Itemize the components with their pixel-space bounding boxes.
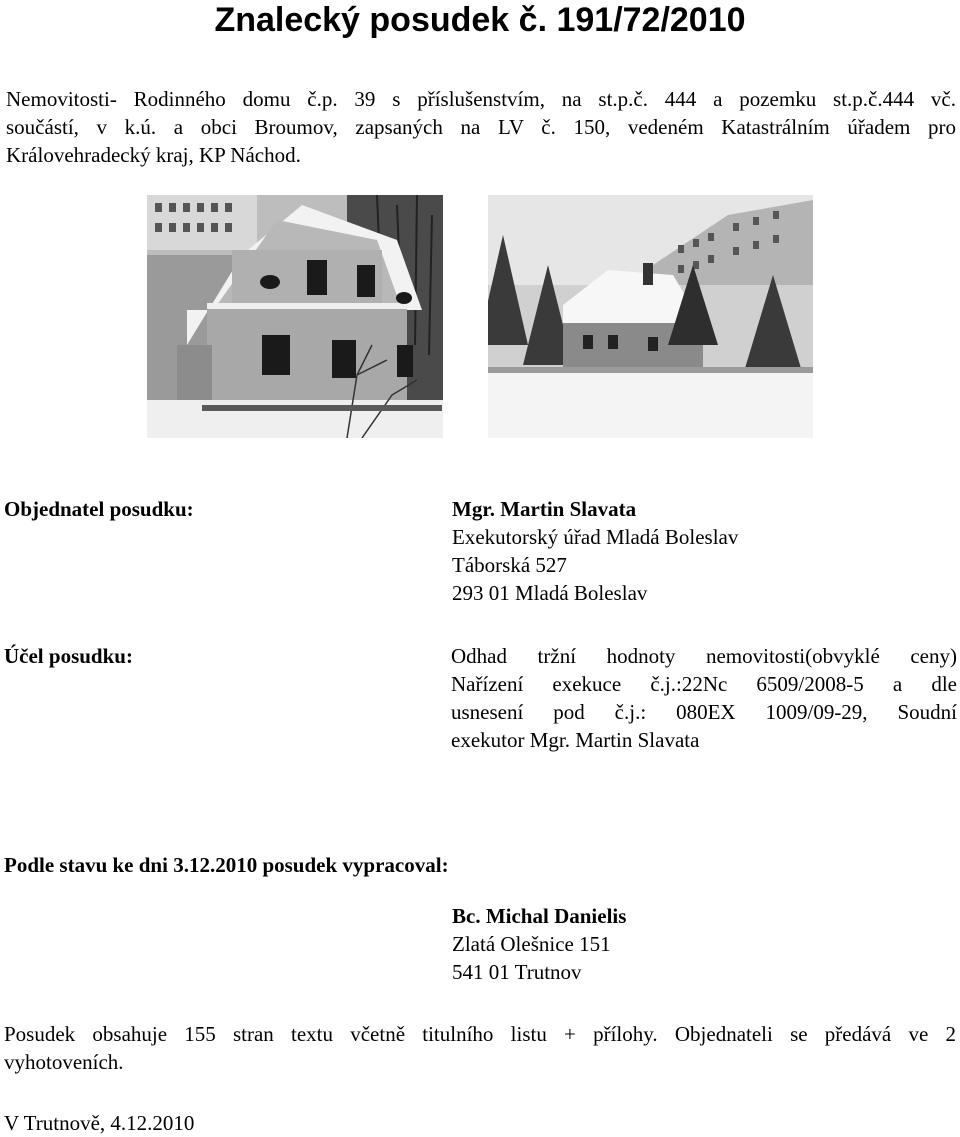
place-date: V Trutnově, 4.12.2010	[4, 1111, 195, 1135]
property-description	[6, 85, 956, 169]
footer-line: Posudek obsahuje 155 stran textu včetně titulního listu + přílohy. Objednateli se předává ve 2	[4, 1022, 956, 1046]
client-label: Objednatel posudku:	[4, 497, 194, 521]
author-name: Bc. Michal Danielis	[452, 904, 627, 928]
property-description-line: Královehradecký kraj, KP Náchod.	[6, 143, 301, 167]
footer-line: vyhotoveních.	[4, 1050, 124, 1074]
purpose-line: usnesení pod č.j.: 080EX 1009/09-29, Soudní	[451, 700, 957, 724]
author-details	[452, 902, 626, 986]
property-description-line: součástí, v k.ú. a obci Broumov, zapsaných na LV č. 150, vedeném Katastrálním úřadem pro	[6, 115, 956, 139]
house-front-photo	[147, 195, 443, 438]
client-name: Mgr. Martin Slavata	[452, 497, 637, 521]
client-street: Táborská 527	[452, 553, 567, 577]
document-title: Znalecký posudek č. 191/72/2010	[214, 1, 746, 39]
client-office: Exekutorský úřad Mladá Boleslav	[452, 525, 739, 549]
purpose-details	[451, 642, 957, 754]
status-label: Podle stavu ke dni 3.12.2010 posudek vypracoval:	[4, 853, 449, 877]
property-description-line: Nemovitosti- Rodinného domu č.p. 39 s příslušenstvím, na st.p.č. 444 a pozemku st.p.č.444 vč.	[6, 87, 956, 111]
author-city: 541 01 Trutnov	[452, 960, 582, 984]
footer-note	[4, 1020, 956, 1076]
purpose-line: Odhad tržní hodnoty nemovitosti(obvyklé ceny)	[451, 644, 957, 668]
purpose-label: Účel posudku:	[4, 644, 133, 668]
house-side-photo	[488, 195, 813, 438]
client-city: 293 01 Mladá Boleslav	[452, 581, 648, 605]
client-details	[452, 495, 738, 607]
author-street: Zlatá Olešnice 151	[452, 932, 611, 956]
purpose-line: exekutor Mgr. Martin Slavata	[451, 728, 700, 752]
purpose-line: Nařízení exekuce č.j.:22Nc 6509/2008-5 a dle	[451, 672, 957, 696]
